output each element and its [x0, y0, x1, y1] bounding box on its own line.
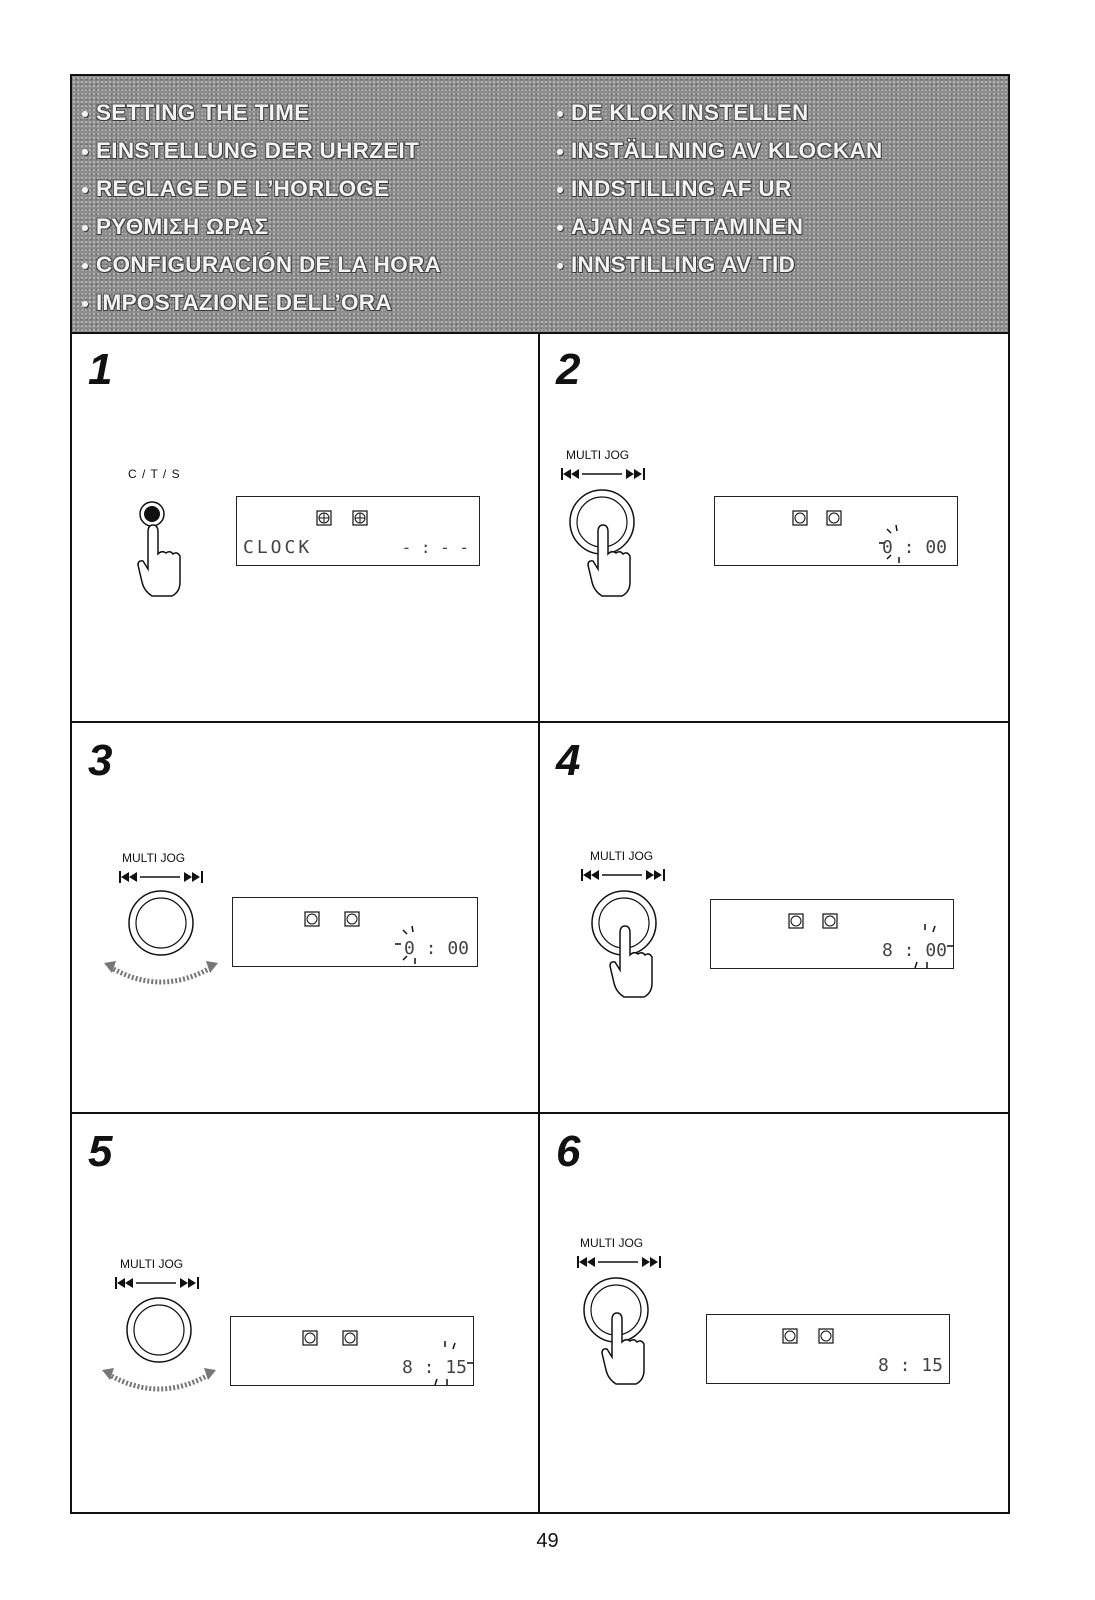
lcd-readout — [715, 497, 957, 565]
lcd-text-clock: CLOCK — [243, 537, 313, 558]
lcd-text-time: 0 : 00 — [881, 537, 947, 558]
pointing-hand-icon — [138, 525, 180, 596]
lcd-text-time: 8 : 15 — [401, 1357, 467, 1378]
lcd-readout — [231, 1317, 473, 1385]
multi-jog-label: MULTI JOG — [580, 1236, 644, 1250]
md-indicator-icon — [823, 914, 837, 928]
title-english: SETTING THE TIME — [82, 94, 441, 132]
multi-jog-press-illustration[interactable] — [582, 887, 672, 1007]
multi-jog-label: MULTI JOG — [590, 849, 654, 863]
step-3-panel — [72, 723, 540, 1114]
skip-prev-next-icon — [114, 1275, 200, 1291]
step-1-panel — [72, 332, 540, 723]
title-danish: INDSTILLING AF UR — [557, 170, 883, 208]
title-german: EINSTELLUNG DER UHRZEIT — [82, 132, 441, 170]
step-number: 4 — [556, 736, 581, 785]
title-dutch: DE KLOK INSTELLEN — [557, 94, 883, 132]
cts-button-press-illustration[interactable] — [130, 492, 200, 602]
title-banner — [72, 76, 1008, 334]
step-2-panel — [540, 332, 1008, 723]
multi-jog-turn-illustration[interactable] — [102, 887, 222, 987]
cd-indicator-icon — [793, 511, 807, 525]
lcd-readout — [711, 900, 953, 968]
multi-jog-press-illustration[interactable] — [574, 1274, 664, 1398]
title-french: REGLAGE DE L’HORLOGE — [82, 170, 441, 208]
title-column-left — [82, 94, 441, 322]
step-6-panel — [540, 1114, 1008, 1512]
skip-prev-next-icon — [118, 869, 204, 885]
pointing-hand-icon — [588, 525, 630, 596]
multi-jog-label: MULTI JOG — [122, 851, 186, 865]
cts-button — [144, 506, 160, 522]
title-norwegian: INNSTILLING AV TID — [557, 246, 883, 284]
cd-indicator-icon — [789, 914, 803, 928]
step-number: 2 — [556, 345, 581, 394]
skip-prev-next-icon — [576, 1254, 662, 1270]
multi-jog-dial-outer — [129, 891, 193, 955]
md-indicator-icon — [827, 511, 841, 525]
multi-jog-dial-outer — [127, 1298, 191, 1362]
lcd-text-time: 0 : 00 — [403, 938, 469, 959]
cd-indicator-icon — [317, 511, 331, 525]
multi-jog-turn-illustration[interactable] — [100, 1294, 220, 1394]
title-italian: IMPOSTAZIONE DELL’ORA — [82, 284, 441, 322]
step-4-panel — [540, 723, 1008, 1114]
title-greek: ΡΥΘΜΙΣΗ ΩΡΑΣ — [82, 208, 441, 246]
lcd-readout — [707, 1315, 949, 1383]
lcd-display — [714, 496, 958, 566]
lcd-readout — [237, 497, 479, 565]
rotate-arrow-icon — [108, 1374, 210, 1389]
cd-indicator-icon — [783, 1329, 797, 1343]
lcd-display — [230, 1316, 474, 1386]
md-indicator-icon — [819, 1329, 833, 1343]
multi-jog-press-illustration[interactable] — [560, 486, 650, 606]
multi-jog-dial-inner — [134, 1305, 184, 1355]
lcd-text-time: 8 : 00 — [881, 940, 947, 961]
lcd-display — [706, 1314, 950, 1384]
title-finnish: AJAN ASETTAMINEN — [557, 208, 883, 246]
step-number: 3 — [88, 736, 113, 785]
multi-jog-dial-inner — [136, 898, 186, 948]
lcd-display — [710, 899, 954, 969]
lcd-display — [232, 897, 478, 967]
pointing-hand-icon — [602, 1313, 644, 1384]
step-number: 5 — [88, 1127, 113, 1176]
multi-jog-label: MULTI JOG — [566, 448, 630, 462]
md-indicator-icon — [343, 1331, 357, 1345]
cd-indicator-icon — [303, 1331, 317, 1345]
cd-indicator-icon — [305, 912, 319, 926]
lcd-readout — [233, 898, 477, 966]
page-number: 49 — [536, 1530, 559, 1552]
step-5-panel — [72, 1114, 540, 1512]
title-column-right — [557, 94, 883, 284]
cts-button-label: C / T / S — [128, 467, 181, 481]
skip-prev-next-icon — [560, 466, 646, 482]
lcd-display — [236, 496, 480, 566]
pointing-hand-icon — [610, 926, 652, 997]
title-spanish: CONFIGURACIÓN DE LA HORA — [82, 246, 441, 284]
step-number: 6 — [556, 1127, 581, 1176]
instruction-frame — [70, 74, 1010, 1514]
md-indicator-icon — [345, 912, 359, 926]
rotate-arrow-icon — [110, 967, 212, 982]
lcd-text-time: 8 : 15 — [877, 1355, 943, 1376]
md-indicator-icon — [353, 511, 367, 525]
skip-prev-next-icon — [580, 867, 666, 883]
title-swedish: INSTÄLLNING AV KLOCKAN — [557, 132, 883, 170]
step-number: 1 — [88, 345, 113, 394]
multi-jog-label: MULTI JOG — [120, 1257, 184, 1271]
lcd-text-time: - : - - — [401, 538, 469, 557]
